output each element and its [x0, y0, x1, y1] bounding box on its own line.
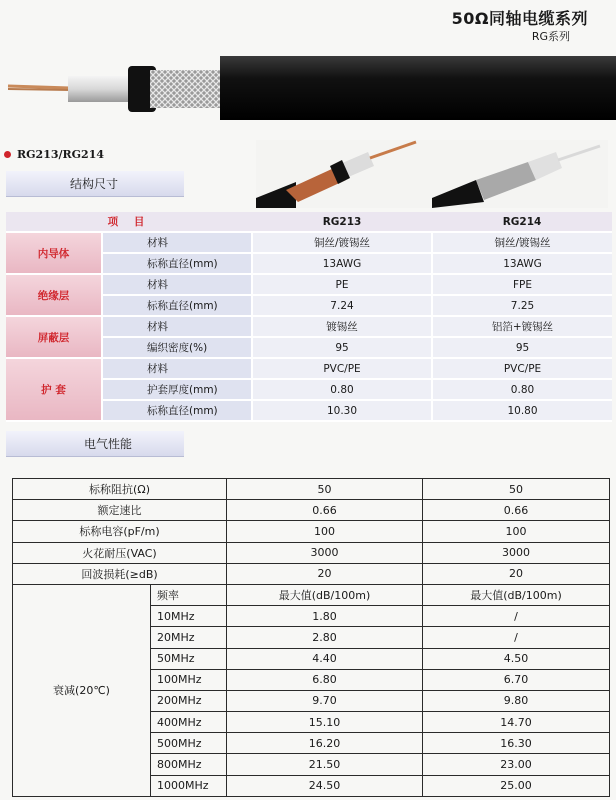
rg213-cable-photo [256, 140, 432, 208]
rg214-value: 3000 [423, 542, 610, 563]
frequency-header: 频率 [151, 584, 227, 605]
rg214-value: FPE [432, 274, 612, 295]
frequency-value: 1000MHz [151, 775, 227, 796]
structure-row-label: 护套厚度(mm) [102, 379, 252, 400]
rg213-attenuation: 2.80 [227, 627, 423, 648]
rg214-attenuation: / [423, 627, 610, 648]
rg214-attenuation: 25.00 [423, 775, 610, 796]
structure-row-label: 标称直径(mm) [102, 253, 252, 274]
frequency-value: 400MHz [151, 712, 227, 733]
rg214-value: 0.80 [432, 379, 612, 400]
rg213-value: 0.80 [252, 379, 432, 400]
electrical-row [13, 479, 610, 500]
rg213-attenuation: 24.50 [227, 775, 423, 796]
electrical-row-label: 标称电容(pF/m) [13, 521, 227, 542]
electrical-row [13, 521, 610, 542]
structure-row-label: 标称直径(mm) [102, 295, 252, 316]
frequency-value: 20MHz [151, 627, 227, 648]
frequency-value: 800MHz [151, 754, 227, 775]
section-tab-electrical: 电气性能 [6, 431, 184, 457]
rg214-value: 20 [423, 563, 610, 584]
electrical-table [12, 478, 610, 797]
rg214-attenuation: 4.50 [423, 648, 610, 669]
rg214-attenuation: / [423, 606, 610, 627]
header-item: 项 目 [6, 212, 252, 232]
electrical-row-label: 回波损耗(≥dB) [13, 563, 227, 584]
rg213-value: 95 [252, 337, 432, 358]
rg213-value: 3000 [227, 542, 423, 563]
structure-row-label: 编织密度(%) [102, 337, 252, 358]
rg214-value: 铜丝/镀锡丝 [432, 232, 612, 253]
attenuation-label: 衰减(20℃) [13, 584, 151, 796]
rg213-value: PE [252, 274, 432, 295]
frequency-value: 500MHz [151, 733, 227, 754]
structure-header-row [6, 212, 612, 232]
page-subtitle: RG系列 [531, 30, 570, 43]
rg214-attenuation: 6.70 [423, 669, 610, 690]
structure-row [6, 316, 612, 337]
electrical-row-label: 标称阻抗(Ω) [13, 479, 227, 500]
rg214-attenuation: 9.80 [423, 690, 610, 711]
rg214-value: 7.25 [432, 295, 612, 316]
rg213-attenuation: 4.40 [227, 648, 423, 669]
rg213-value: 铜丝/镀锡丝 [252, 232, 432, 253]
rg213-attenuation: 15.10 [227, 712, 423, 733]
rg214-attenuation: 14.70 [423, 712, 610, 733]
series-label: RG213/RG214 [17, 148, 105, 161]
rg214-attenuation: 16.30 [423, 733, 610, 754]
electrical-row [13, 563, 610, 584]
structure-group-label: 护 套 [6, 358, 102, 421]
section-tab-structure: 结构尺寸 [6, 171, 184, 197]
rg214-value: PVC/PE [432, 358, 612, 379]
series-heading [4, 148, 104, 161]
structure-group-label: 内导体 [6, 232, 102, 274]
rg214-attenuation: 23.00 [423, 754, 610, 775]
frequency-value: 100MHz [151, 669, 227, 690]
rg214-value: 13AWG [432, 253, 612, 274]
rg213-value: 0.66 [227, 500, 423, 521]
page-title: 50Ω同轴电缆系列 [451, 9, 588, 28]
rg213-value: 100 [227, 521, 423, 542]
electrical-row [13, 542, 610, 563]
rg214-max-header: 最大值(dB/100m) [423, 584, 610, 605]
attenuation-header-row [13, 584, 610, 605]
rg213-value: 7.24 [252, 295, 432, 316]
rg214-value: 50 [423, 479, 610, 500]
structure-row-label: 材料 [102, 316, 252, 337]
rg214-value: 0.66 [423, 500, 610, 521]
rg214-cable-photo [432, 140, 608, 208]
structure-row-label: 材料 [102, 274, 252, 295]
structure-row [6, 232, 612, 253]
structure-row [6, 274, 612, 295]
structure-group-label: 绝缘层 [6, 274, 102, 316]
rg213-attenuation: 21.50 [227, 754, 423, 775]
structure-row-label: 标称直径(mm) [102, 400, 252, 421]
rg214-value: 10.80 [432, 400, 612, 421]
bullet-dot-icon [4, 151, 11, 158]
rg213-attenuation: 6.80 [227, 669, 423, 690]
header-rg213: RG213 [252, 212, 432, 232]
rg213-attenuation: 16.20 [227, 733, 423, 754]
structure-row-label: 材料 [102, 232, 252, 253]
rg213-value: 13AWG [252, 253, 432, 274]
electrical-row-label: 额定速比 [13, 500, 227, 521]
rg213-max-header: 最大值(dB/100m) [227, 584, 423, 605]
frequency-value: 50MHz [151, 648, 227, 669]
rg213-value: 20 [227, 563, 423, 584]
structure-group-label: 屏蔽层 [6, 316, 102, 358]
rg213-value: 镀锡丝 [252, 316, 432, 337]
electrical-row-label: 火花耐压(VAC) [13, 542, 227, 563]
rg213-value: PVC/PE [252, 358, 432, 379]
structure-row-label: 材料 [102, 358, 252, 379]
rg214-value: 95 [432, 337, 612, 358]
page-header [0, 0, 616, 140]
frequency-value: 200MHz [151, 690, 227, 711]
frequency-value: 10MHz [151, 606, 227, 627]
electrical-row [13, 500, 610, 521]
rg214-value: 100 [423, 521, 610, 542]
rg214-value: 铝箔+镀锡丝 [432, 316, 612, 337]
structure-table [6, 212, 612, 422]
rg213-attenuation: 1.80 [227, 606, 423, 627]
header-rg214: RG214 [432, 212, 612, 232]
rg213-attenuation: 9.70 [227, 690, 423, 711]
rg213-value: 50 [227, 479, 423, 500]
structure-row [6, 358, 612, 379]
rg213-value: 10.30 [252, 400, 432, 421]
coaxial-cable-illustration [0, 42, 616, 122]
